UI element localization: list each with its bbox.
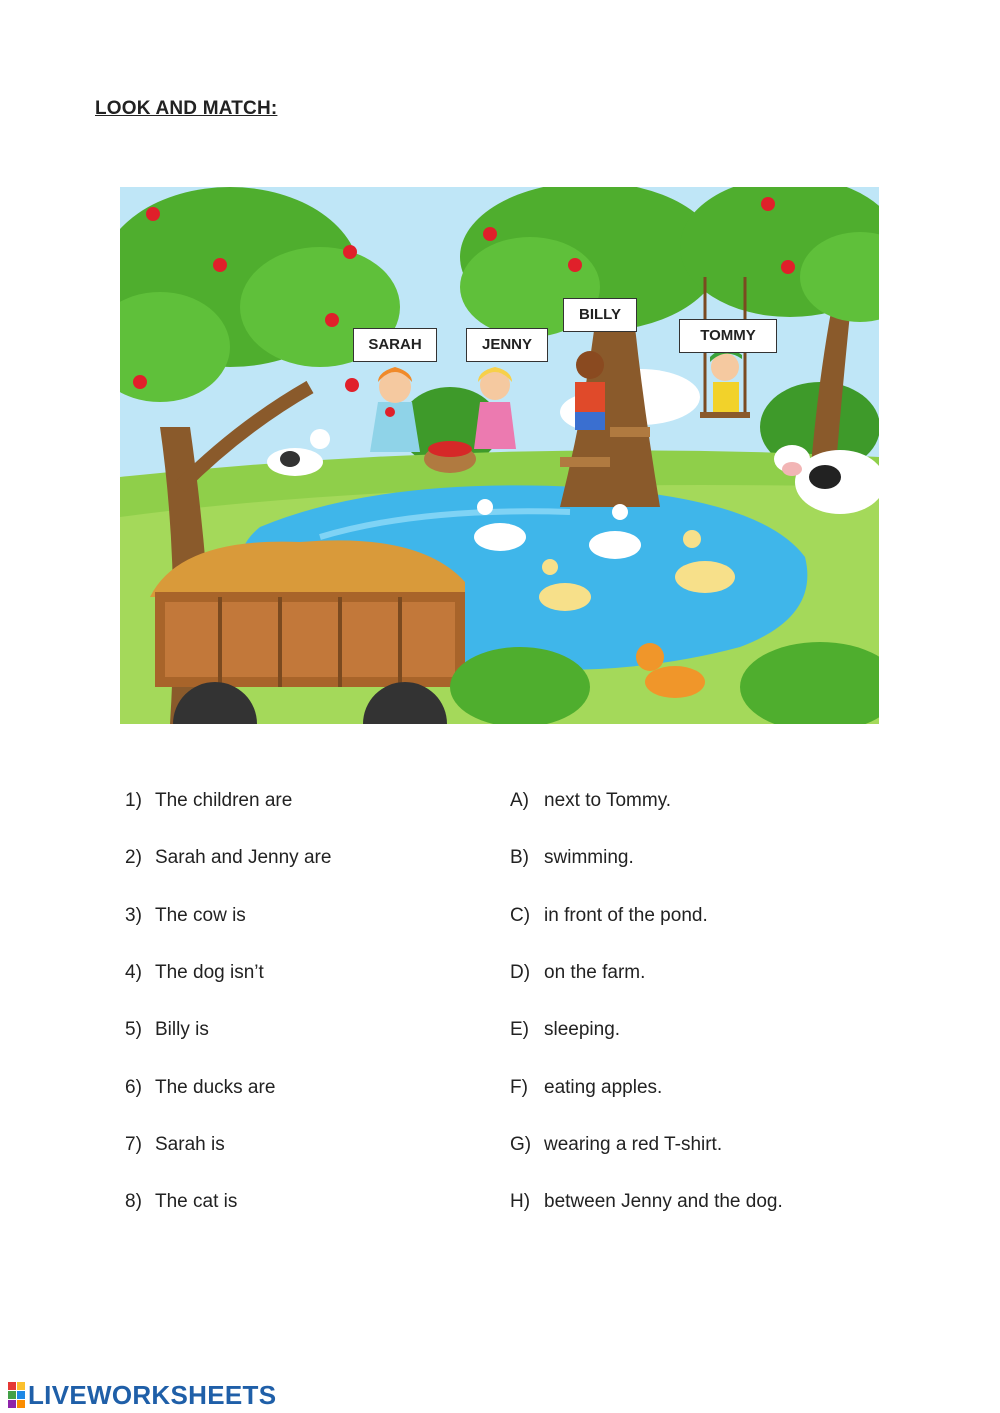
worksheet-title: LOOK AND MATCH: <box>95 98 278 119</box>
left-item: 6) The ducks are <box>125 1077 276 1098</box>
name-tag-sarah: SARAH <box>353 328 437 362</box>
left-item: 3) The cow is <box>125 905 246 926</box>
right-item: E) sleeping. <box>510 1019 621 1040</box>
right-item: H) between Jenny and the dog. <box>510 1191 783 1212</box>
liveworksheets-brand: LIVEWORKSHEETS <box>28 1379 277 1410</box>
right-item: F) eating apples. <box>510 1077 663 1098</box>
right-item: A) next to Tommy. <box>510 790 672 811</box>
left-item: 7) Sarah is <box>125 1134 225 1155</box>
name-tag-billy: BILLY <box>563 298 637 332</box>
liveworksheets-logo-icon <box>8 1382 25 1408</box>
left-item: 8) The cat is <box>125 1191 238 1212</box>
left-item: 2) Sarah and Jenny are <box>125 847 332 868</box>
liveworksheets-footer[interactable] <box>8 1380 276 1410</box>
name-tag-jenny: JENNY <box>466 328 548 362</box>
name-tag-tommy: TOMMY <box>679 319 777 353</box>
farm-scene-illustration <box>120 187 879 724</box>
right-item: G) wearing a red T-shirt. <box>510 1134 723 1155</box>
right-item: D) on the farm. <box>510 962 646 983</box>
right-item: C) in front of the pond. <box>510 905 708 926</box>
farm-scene-drawing <box>120 187 879 724</box>
left-item: 4) The dog isn’t <box>125 962 264 983</box>
right-item: B) swimming. <box>510 847 634 868</box>
left-item: 1) The children are <box>125 790 293 811</box>
left-item: 5) Billy is <box>125 1019 209 1040</box>
